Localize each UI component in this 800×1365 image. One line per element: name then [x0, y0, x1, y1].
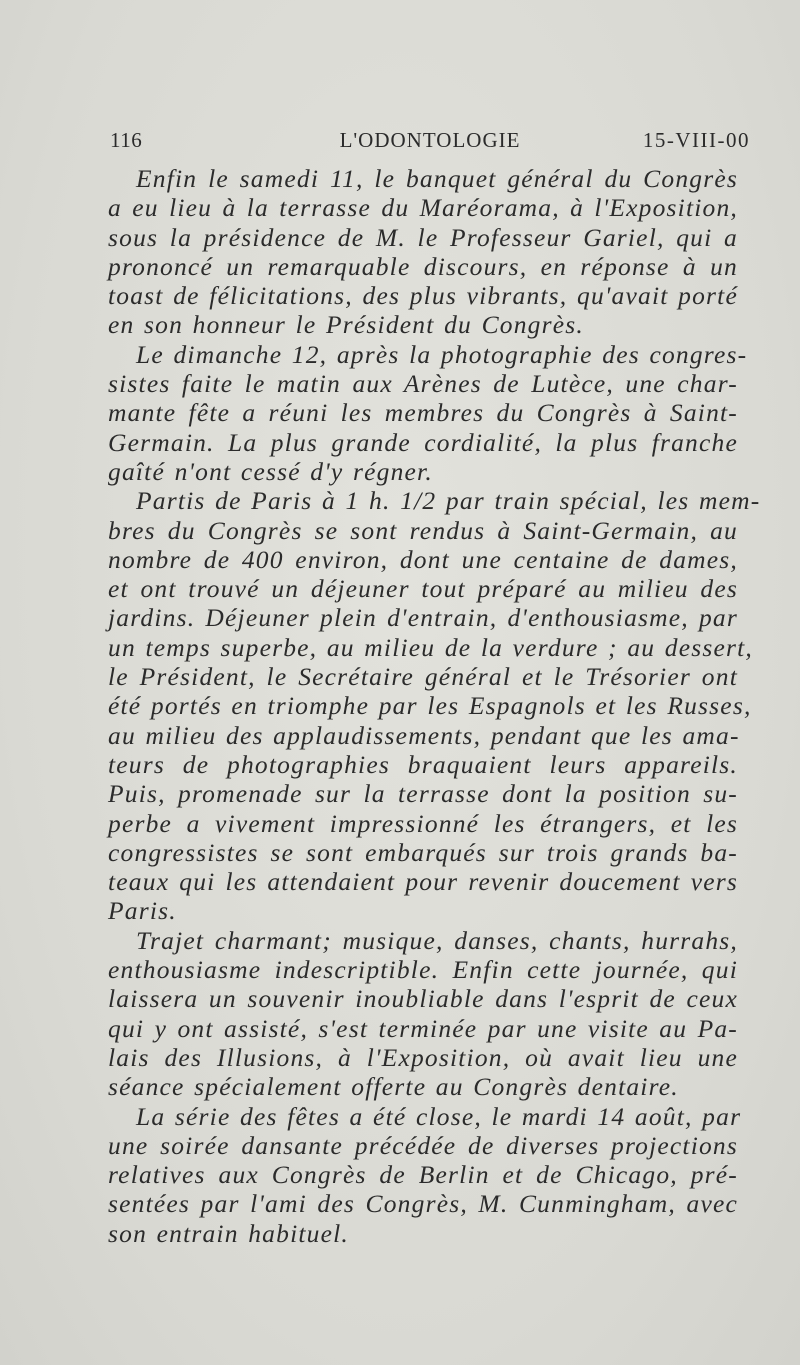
text-line: séance spécialement offerte au Congrès dentaire. [108, 1072, 679, 1102]
issue-date: 15-VIII-00 [642, 128, 750, 152]
running-header [110, 128, 750, 158]
text-line: laissera un souvenir inoubliable dans l'esprit de ceux [108, 984, 738, 1014]
text-line: un temps superbe, au milieu de la verdure ; au dessert, [108, 632, 754, 662]
text-line: Enfin le samedi 11, le banquet général du Congrès [136, 164, 738, 193]
text-line: Trajet charmant; musique, danses, chants, hurrahs, [136, 925, 738, 955]
text-line: teaux qui les attendaient pour revenir doucement vers [108, 867, 738, 897]
page-number: 116 [110, 128, 143, 152]
text-line: mante fête a réuni les membres du Congrès à Saint- [108, 398, 738, 428]
text-line: perbe a vivement impressionné les étrangers, et les [108, 808, 738, 838]
text-line: Le dimanche 12, après la photographie des congres- [136, 339, 748, 369]
text-line: Puis, promenade sur la terrasse dont la position su- [108, 779, 738, 809]
text-line: nombre de 400 environ, dont une centaine de dames, [108, 544, 738, 574]
text-line: jardins. Déjeuner plein d'entrain, d'enthousiasme, par [108, 603, 738, 633]
journal-title: L'ODONTOLOGIE [339, 128, 521, 152]
article-body [108, 164, 761, 1248]
text-line: lais des Illusions, à l'Exposition, où avait lieu une [108, 1042, 738, 1072]
text-line: au milieu des applaudissements, pendant que les ama- [108, 720, 740, 750]
text-line: La série des fêtes a été close, le mardi 14 août, par [136, 1101, 742, 1131]
text-line: prononcé un remarquable discours, en réponse à un [108, 251, 738, 281]
paragraph [108, 926, 738, 1102]
text-line: sentées par l'ami des Congrès, M. Cunmingham, avec [108, 1189, 738, 1219]
text-line: Partis de Paris à 1 h. 1/2 par train spécial, les mem- [136, 486, 761, 516]
text-line: sous la présidence de M. le Professeur Gariel, qui a [108, 222, 738, 252]
paragraph [108, 1101, 742, 1248]
text-line: relatives aux Congrès de Berlin et de Chicago, pré- [108, 1160, 738, 1190]
text-line: bres du Congrès se sont rendus à Saint-Germain, au [108, 515, 738, 545]
text-line: une soirée dansante précédée de diverses projections [108, 1130, 738, 1160]
text-line: son entrain habituel. [108, 1218, 349, 1248]
text-line: le Président, le Secrétaire général et le Trésorier ont [108, 662, 738, 692]
paragraph [108, 486, 761, 926]
text-line: a eu lieu à la terrasse du Maréorama, à l'Exposition, [108, 193, 738, 223]
paragraph [108, 339, 748, 486]
text-line: en son honneur le Président du Congrès. [108, 310, 584, 340]
text-line: été portés en triomphe par les Espagnols et les Russes, [108, 691, 752, 721]
text-line: enthousiasme indescriptible. Enfin cette journée, qui [108, 955, 738, 985]
text-line: Paris. [108, 896, 177, 926]
paragraph [108, 164, 738, 340]
text-line: toast de félicitations, des plus vibrants, qu'avait porté [108, 281, 738, 311]
text-line: congressistes se sont embarqués sur trois grands ba- [108, 837, 738, 867]
text-line: teurs de photographies braquaient leurs appareils. [108, 749, 738, 779]
text-line: qui y ont assisté, s'est terminée par une visite au Pa- [108, 1013, 738, 1043]
text-line: sistes faite le matin aux Arènes de Lutèce, une char- [108, 369, 738, 399]
text-line: gaîté n'ont cessé d'y régner. [108, 456, 433, 486]
text-line: et ont trouvé un déjeuner tout préparé au milieu des [108, 574, 738, 604]
text-line: Germain. La plus grande cordialité, la plus franche [108, 427, 738, 457]
